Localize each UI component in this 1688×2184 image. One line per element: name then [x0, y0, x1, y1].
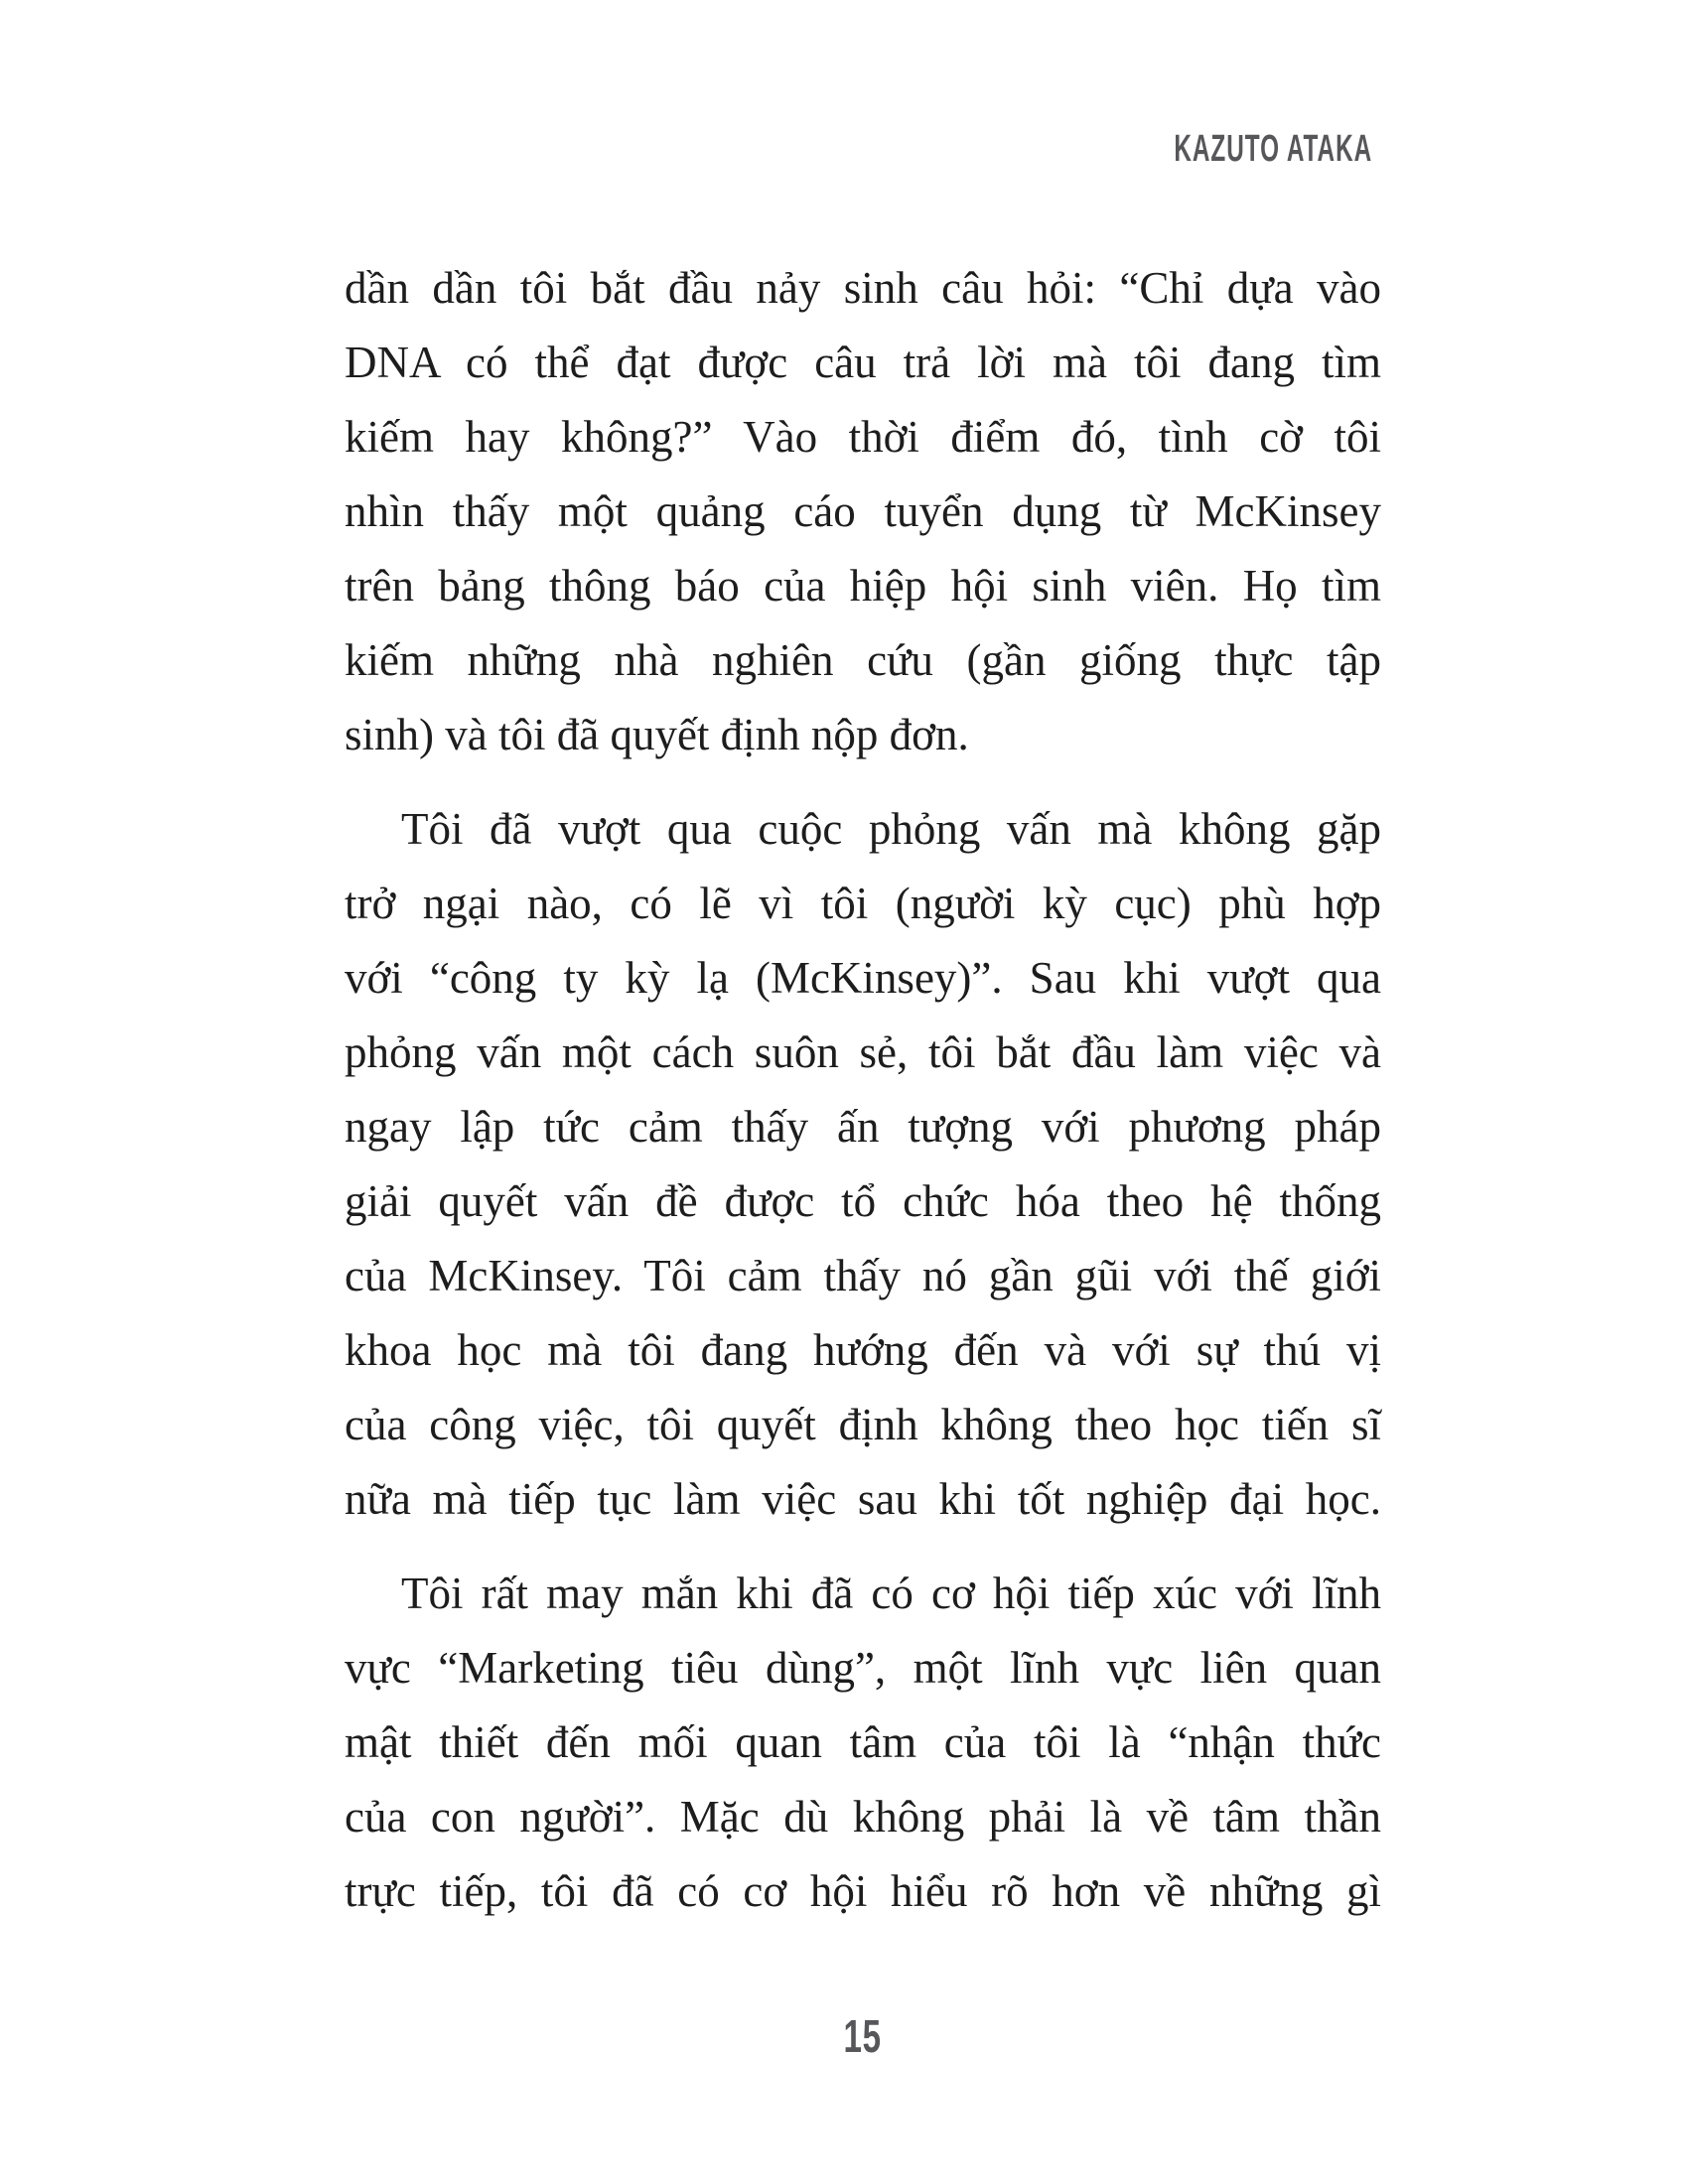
text-line: dần dần tôi bắt đầu nảy sinh câu hỏi: “Chỉ dựa vào — [345, 263, 1381, 313]
paragraph-2 — [345, 792, 1381, 1537]
text-line: sinh) và tôi đã quyết định nộp đơn. — [345, 710, 969, 759]
text-line: Tôi đã vượt qua cuộc phỏng vấn mà không gặp — [401, 804, 1381, 854]
running-header-author: KAZUTO ATAKA — [1174, 128, 1372, 170]
text-line: giải quyết vấn đề được tổ chức hóa theo hệ thống — [345, 1176, 1381, 1226]
text-line: ngay lập tức cảm thấy ấn tượng với phương pháp — [345, 1102, 1381, 1152]
paragraph-1 — [345, 251, 1381, 772]
text-line: với “công ty kỳ lạ (McKinsey)”. Sau khi vượt qua — [345, 953, 1381, 1003]
text-line: nữa mà tiếp tục làm việc sau khi tốt nghiệp đại học. — [345, 1474, 1381, 1524]
paragraph-3 — [345, 1557, 1381, 1929]
text-line: trực tiếp, tôi đã có cơ hội hiểu rõ hơn về những gì — [345, 1866, 1381, 1916]
text-line: kiếm những nhà nghiên cứu (gần giống thực tập — [345, 635, 1381, 685]
text-line: trở ngại nào, có lẽ vì tôi (người kỳ cục) phù hợp — [345, 879, 1381, 928]
text-line: phỏng vấn một cách suôn sẻ, tôi bắt đầu làm việc và — [345, 1027, 1381, 1077]
text-line: của công việc, tôi quyết định không theo học tiến sĩ — [345, 1400, 1381, 1449]
text-line: vực “Marketing tiêu dùng”, một lĩnh vực liên quan — [345, 1643, 1381, 1693]
text-line: của McKinsey. Tôi cảm thấy nó gần gũi với thế giới — [345, 1251, 1381, 1300]
text-line: khoa học mà tôi đang hướng đến và với sự thú vị — [345, 1325, 1381, 1375]
text-line: DNA có thể đạt được câu trả lời mà tôi đang tìm — [345, 338, 1381, 387]
text-line: Tôi rất may mắn khi đã có cơ hội tiếp xúc với lĩnh — [401, 1569, 1381, 1618]
page-number-container — [345, 2010, 1381, 2062]
body-text-block — [345, 251, 1381, 1929]
text-line: của con người”. Mặc dù không phải là về tâm thần — [345, 1792, 1381, 1842]
text-line: kiếm hay không?” Vào thời điểm đó, tình cờ tôi — [345, 412, 1381, 462]
text-line: mật thiết đến mối quan tâm của tôi là “nhận thức — [345, 1717, 1381, 1767]
text-line: trên bảng thông báo của hiệp hội sinh viên. Họ tìm — [345, 561, 1381, 611]
page-number: 15 — [843, 2010, 883, 2062]
text-line: nhìn thấy một quảng cáo tuyển dụng từ McKinsey — [345, 486, 1381, 536]
